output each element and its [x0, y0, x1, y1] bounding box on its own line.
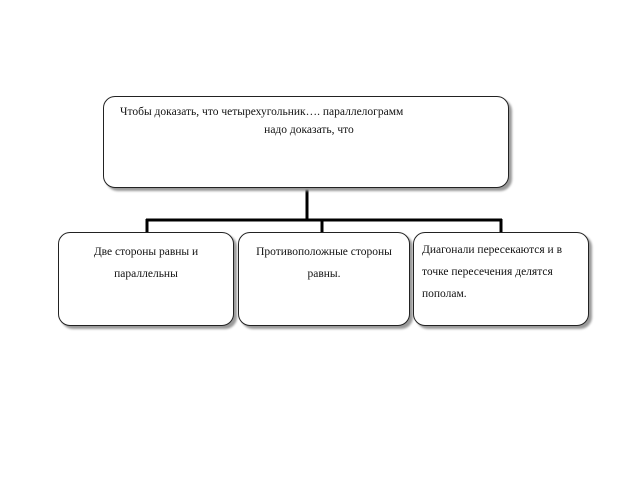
child-node-sides-equal-parallel [58, 232, 234, 326]
root-node-line2: надо доказать, что [264, 124, 354, 136]
child-node-text: Противоположные стороны равны. [256, 246, 392, 280]
child-node-text: Диагонали пересекаются и в точке пересечения делятся пополам. [422, 244, 563, 300]
child-node-text: Две стороны равны и параллельны [93, 246, 199, 280]
root-node-line1: Чтобы доказать, что четырехугольник…. параллелограмм [120, 106, 404, 118]
child-node-diagonals-bisect [413, 232, 589, 326]
child-node-opposite-sides-equal [238, 232, 410, 326]
root-node [103, 96, 509, 188]
